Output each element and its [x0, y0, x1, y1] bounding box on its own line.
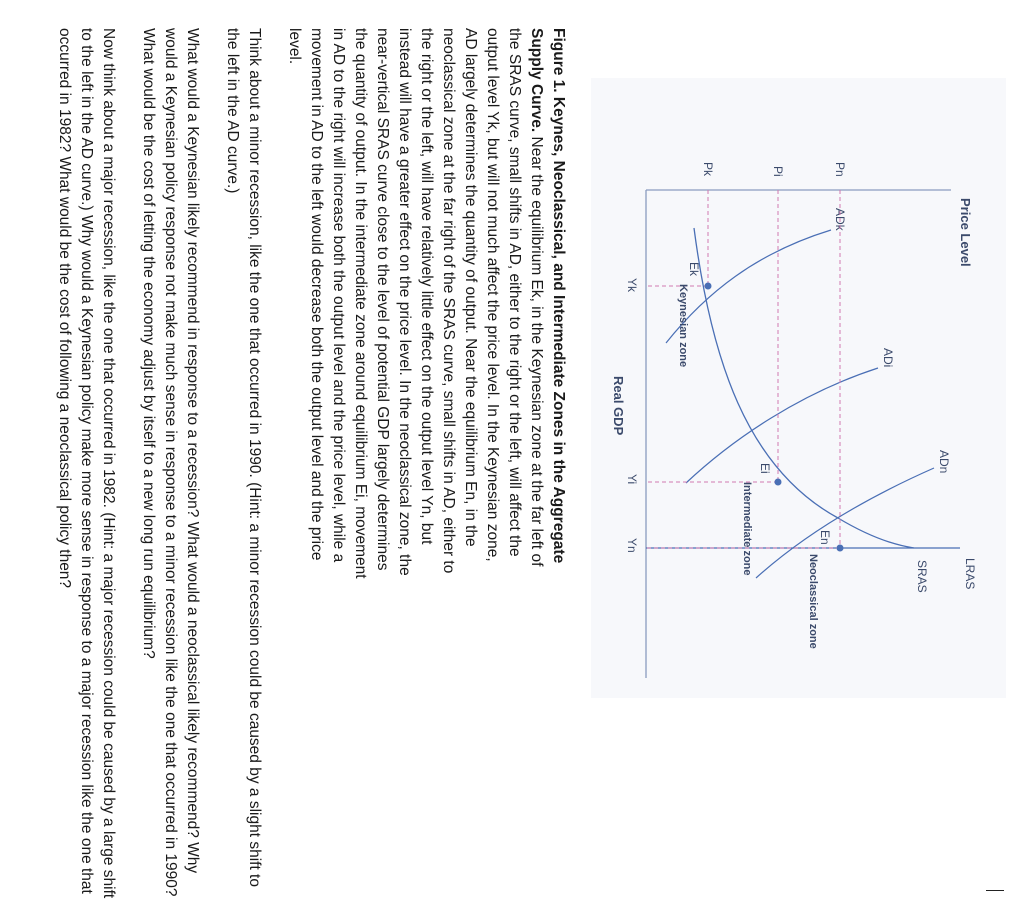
paragraph-policy-questions: What would a Keynesian likely recommend in response to a recession? What would a neoclassical likely recommend? Why would a Keynesian policy response not make much sense in response to a minor recession like the one that occurred in 1990? What would be the cost of letting the economy adjust by itself to a new long run equilibrium? [140, 28, 201, 897]
ek-point [705, 283, 712, 290]
figure-caption [283, 28, 569, 584]
price-axis-label: Price Level [958, 198, 973, 267]
ek-label: Ek [687, 262, 701, 277]
gdp-axis-label: Real GDP [611, 376, 626, 436]
ei-label: Ei [758, 463, 772, 474]
text-cursor-mark [986, 890, 1004, 891]
pk-tick: Pk [701, 162, 715, 177]
as-ad-diagram [591, 78, 1006, 698]
yi-tick: Yi [625, 474, 639, 485]
keynesian-zone-label: Keynesian zone [677, 284, 689, 368]
pi-tick: Pi [771, 166, 785, 177]
yn-tick: Yn [625, 538, 639, 553]
caption-title: Figure 1. Keynes, Neoclassical, and Intermediate Zones in the Aggregate Supply Curve. [528, 28, 567, 564]
paragraph-minor-recession: Think about a minor recession, like the one that occurred in 1990. (Hint: a minor recession could be caused by a slight shift to the left in the AD curve.) [224, 28, 263, 887]
lras-label: LRAS [963, 558, 977, 590]
ei-point [775, 479, 782, 486]
adk-label: ADk [833, 208, 847, 231]
intermediate-zone-label: Intermediate zone [741, 482, 753, 576]
yk-tick: Yk [625, 278, 639, 293]
adi-curve [686, 368, 878, 483]
caption-body: Near the equilibrium Ek, in the Keynesian zone at the far left of the SRAS curve, small shifts in AD, either to the right or the left, will affect the output level Yk, but will not much affect the price level. In the Keynesian zone, AD largely determines the quantity of output. Near the equilibrium En, in the neoclassical zone at the far right of the SRAS curve, small shifts in AD, either to the right or the left, will have relatively little effect on the output level Yn, but instead will have a greater effect on the price level. In the neoclassical zone, the near-vertical SRAS curve close to the level of potential GDP largely determines the quantity of output. In the intermediate zone around equilibrium Ei, movement in AD to the right will increase both the output level and the price level, while a movement in AD to the left would decrease both the output level and the price level. [286, 28, 545, 579]
en-label: En [818, 530, 832, 545]
adi-label: ADi [881, 348, 895, 368]
adn-label: ADn [937, 450, 951, 474]
paragraph-major-recession: Now think about a major recession, like the one that occurred in 1982. (Hint: a major recession could be caused by a large shift to the left in the AD curve.) Why would a Keynesian policy make more sense in response to a major recession like the one that occurred in 1982? What would be the cost of following a neoclassical policy then? [56, 28, 117, 899]
text-block [35, 28, 569, 908]
sras-curve [694, 228, 914, 548]
pn-tick: Pn [833, 162, 847, 177]
sras-label: SRAS [915, 560, 929, 593]
neoclassical-zone-label: Neoclassical zone [807, 554, 819, 649]
en-point [837, 545, 844, 552]
figure-panel [591, 78, 1006, 698]
adn-curve [756, 468, 934, 578]
